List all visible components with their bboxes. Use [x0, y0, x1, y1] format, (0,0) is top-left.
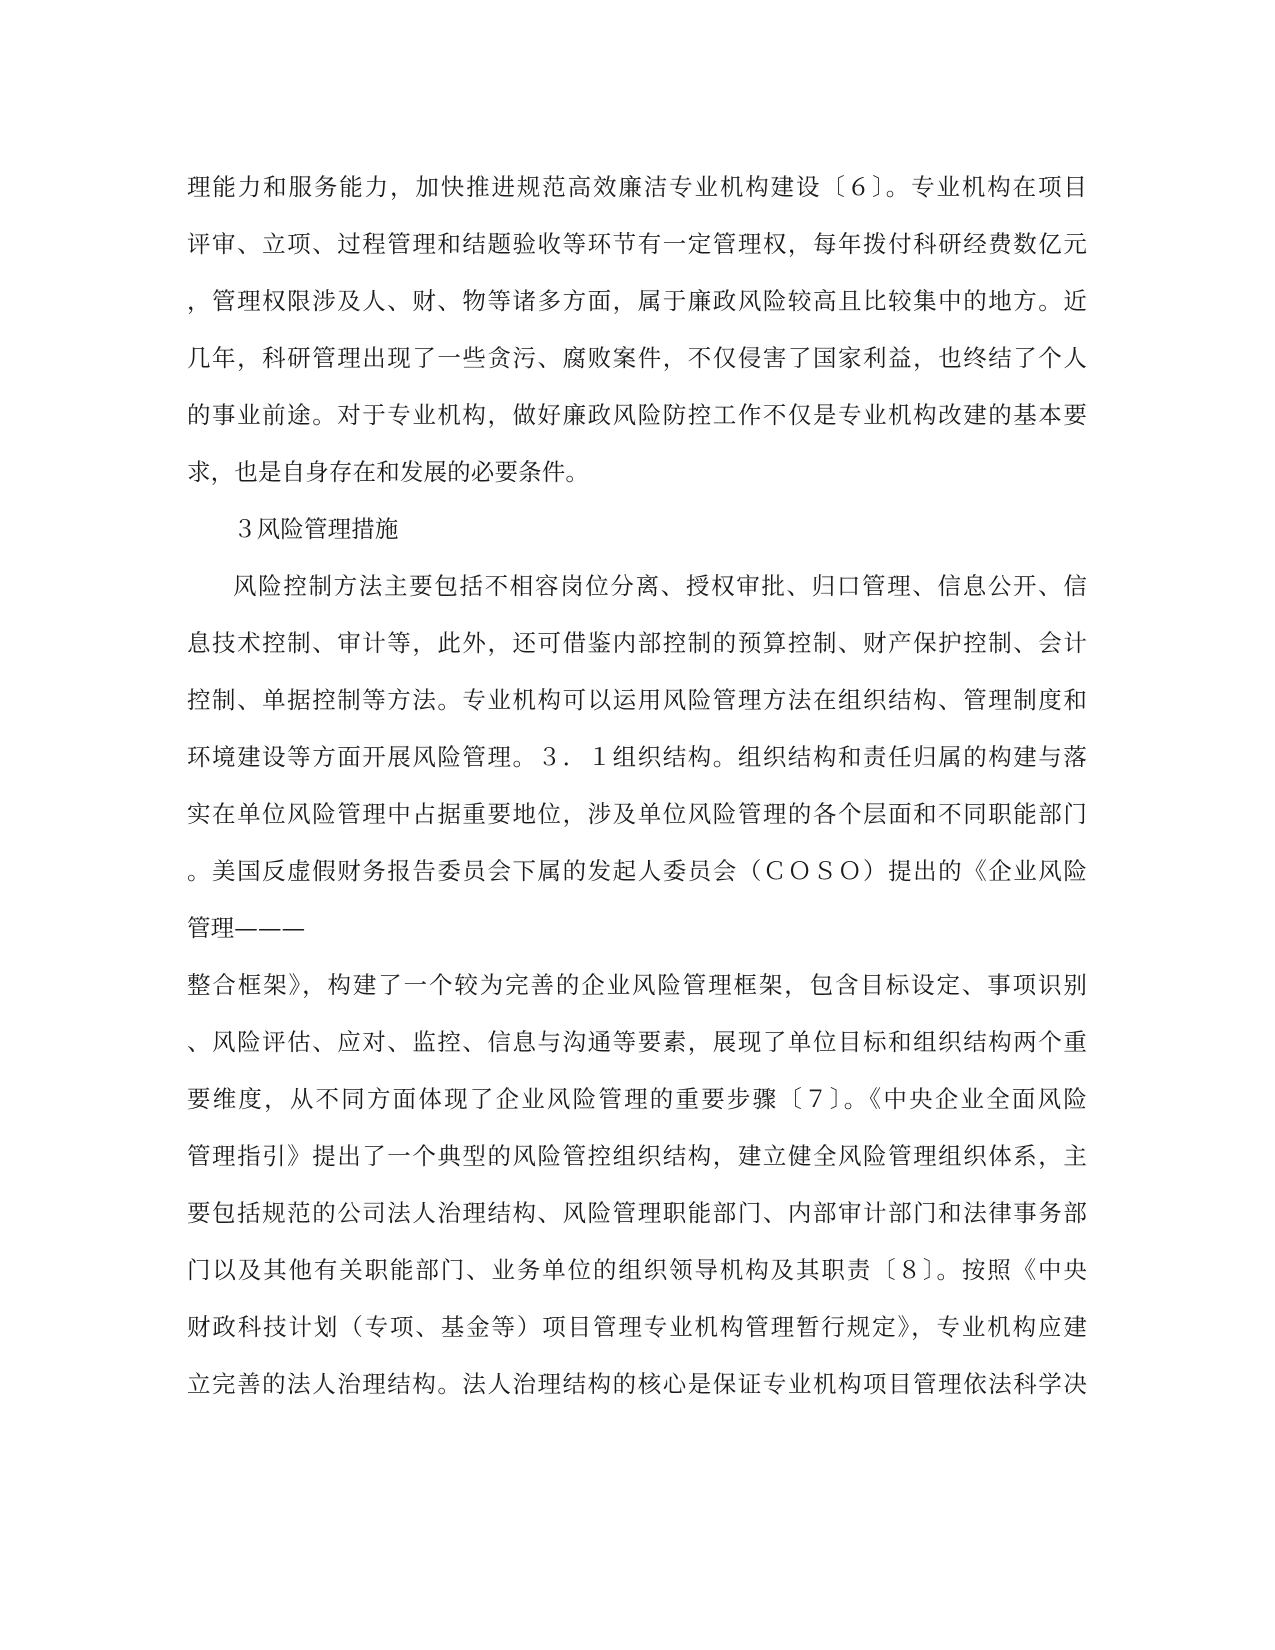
- text-line: 理能力和服务能力，加快推进规范高效廉洁专业机构建设〔６〕。专业机构在项目: [187, 173, 1087, 201]
- text-line: 要维度，从不同方面体现了企业风险管理的重要步骤〔７〕。《中央企业全面风险: [187, 1085, 1087, 1113]
- text-line: 管理指引》提出了一个典型的风险管控组织结构，建立健全风险管理组织体系，主: [187, 1142, 1087, 1170]
- text-line: 管理———: [187, 914, 306, 942]
- text-line: 财政科技计划（专项、基金等）项目管理专业机构管理暂行规定》，专业机构应建: [187, 1313, 1087, 1341]
- section-heading: ３风险管理措施: [233, 515, 399, 543]
- text-line: 立完善的法人治理结构。法人治理结构的核心是保证专业机构项目管理依法科学决: [187, 1370, 1087, 1398]
- text-line: 环境建设等方面开展风险管理。３．１组织结构。组织结构和责任归属的构建与落: [187, 743, 1087, 771]
- text-line: 求，也是自身存在和发展的必要条件。: [187, 458, 590, 486]
- text-line: 控制、单据控制等方法。专业机构可以运用风险管理方法在组织结构、管理制度和: [187, 686, 1087, 714]
- text-line: 门以及其他有关职能部门、业务单位的组织领导机构及其职责〔８〕。按照《中央: [187, 1256, 1087, 1284]
- text-line: 几年，科研管理出现了一些贪污、腐败案件，不仅侵害了国家利益，也终结了个人: [187, 344, 1087, 372]
- text-line: 评审、立项、过程管理和结题验收等环节有一定管理权，每年拨付科研经费数亿元: [187, 230, 1087, 258]
- text-line: 要包括规范的公司法人治理结构、风险管理职能部门、内部审计部门和法律事务部: [187, 1199, 1087, 1227]
- text-line: 风险控制方法主要包括不相容岗位分离、授权审批、归口管理、信息公开、信: [233, 572, 1087, 600]
- text-line: 的事业前途。对于专业机构，做好廉政风险防控工作不仅是专业机构改建的基本要: [187, 401, 1087, 429]
- text-line: 息技术控制、审计等，此外，还可借鉴内部控制的预算控制、财产保护控制、会计: [187, 629, 1087, 657]
- text-line: ，管理权限涉及人、财、物等诸多方面，属于廉政风险较高且比较集中的地方。近: [187, 287, 1087, 315]
- text-line: 。美国反虚假财务报告委员会下属的发起人委员会（ＣＯＳＯ）提出的《企业风险: [187, 857, 1087, 885]
- text-line: 、风险评估、应对、监控、信息与沟通等要素，展现了单位目标和组织结构两个重: [187, 1028, 1087, 1056]
- text-line: 实在单位风险管理中占据重要地位，涉及单位风险管理的各个层面和不同职能部门: [187, 800, 1087, 828]
- text-line: 整合框架》，构建了一个较为完善的企业风险管理框架，包含目标设定、事项识别: [187, 971, 1087, 999]
